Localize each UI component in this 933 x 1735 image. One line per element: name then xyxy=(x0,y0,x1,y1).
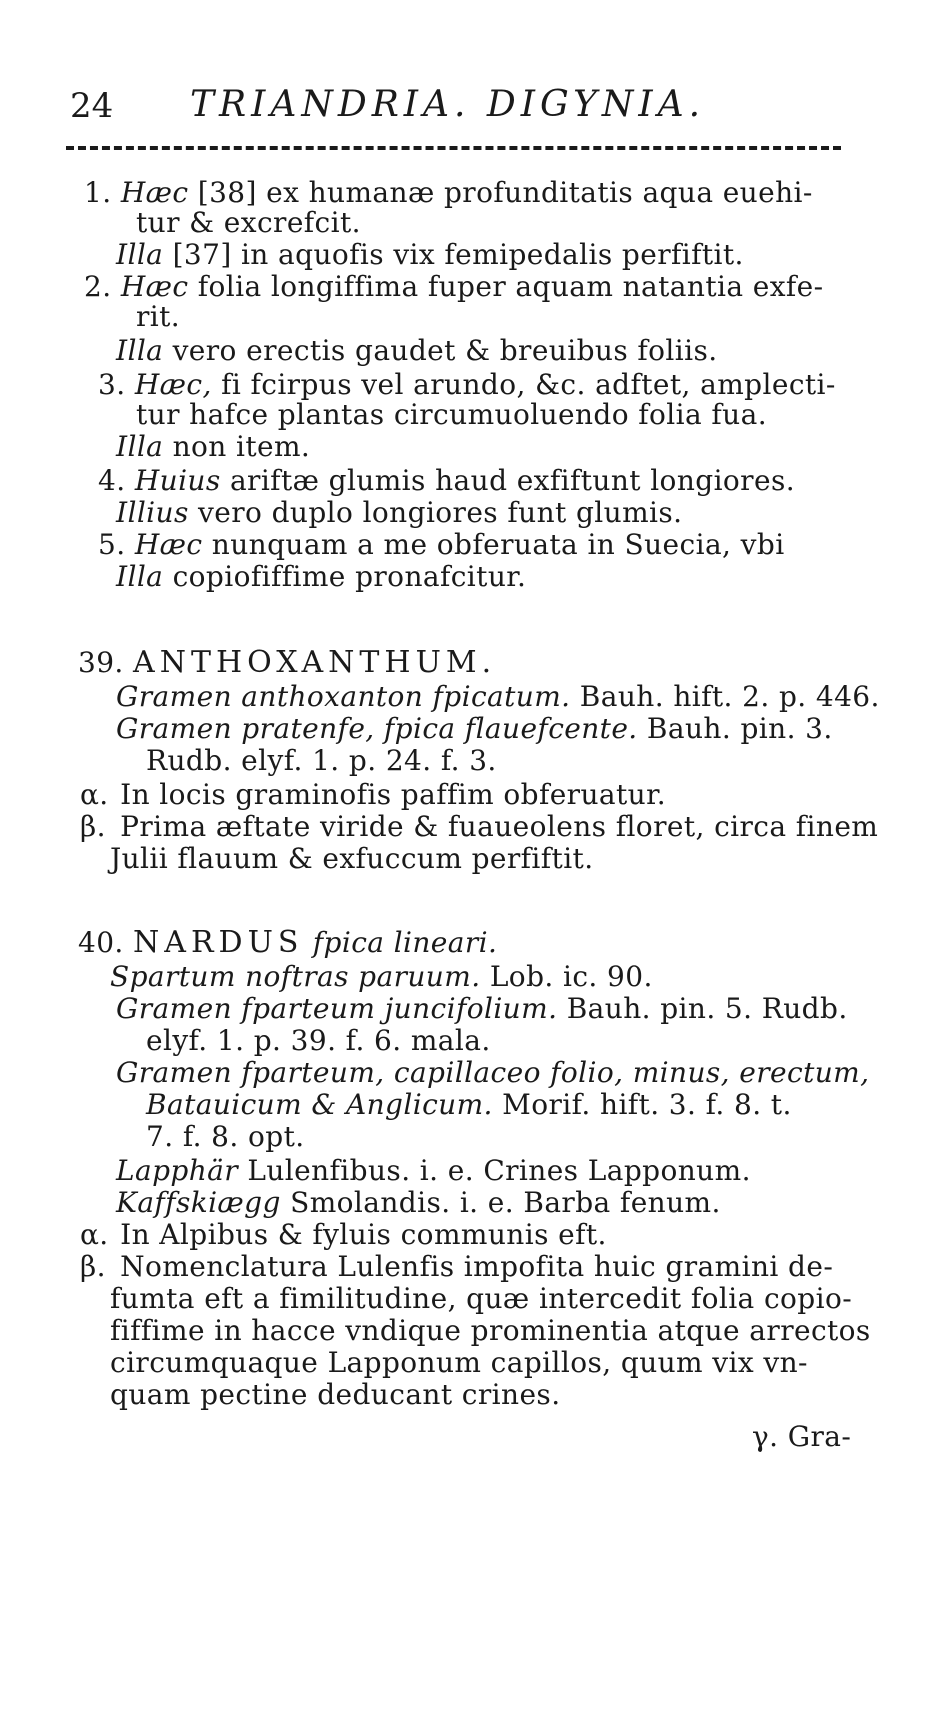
item-number: 5. xyxy=(98,528,126,561)
difference-text: vero duplo longiores funt glumis. xyxy=(198,496,683,529)
running-title: TRIANDRIA. DIGYNIA. xyxy=(190,84,706,125)
difference-2-illa xyxy=(116,334,718,368)
difference-1-continued: tur & excrefcit. xyxy=(136,206,361,239)
synonym-reference: Bauh. hift. 2. p. 446. xyxy=(579,680,880,713)
entry-40-synonym-2-continued: elyf. 1. p. 39. f. 6. mala. xyxy=(146,1024,491,1057)
catchword: γ. Gra- xyxy=(752,1420,852,1453)
synonym-name: Batauicum & Anglicum. xyxy=(146,1088,493,1121)
difference-1 xyxy=(84,176,813,210)
entry-40-beta-line-2: fumta eft a fimilitudine, quæ intercedit folia copio- xyxy=(110,1282,853,1315)
difference-4 xyxy=(98,464,795,498)
hic-word: Hæc xyxy=(120,176,189,209)
difference-4-illa xyxy=(116,496,682,530)
item-number: 2. xyxy=(84,270,112,303)
synonym-reference: Bauh. pin. 3. xyxy=(646,712,833,745)
difference-text: [37] in aquofis vix femipedalis perfiftit. xyxy=(172,238,744,271)
difference-2 xyxy=(84,270,823,304)
vernacular-name: Kaffskiægg xyxy=(116,1186,281,1219)
item-number: 1. xyxy=(84,176,112,209)
difference-5 xyxy=(98,528,785,562)
synonym-name: Gramen anthoxanton fpicatum. xyxy=(116,680,571,713)
synonym-name: Gramen fparteum, capillaceo folio, minus, erectum, xyxy=(116,1056,870,1089)
synonym-reference: Morif. hift. 3. f. 8. t. xyxy=(502,1088,792,1121)
header-rule xyxy=(66,146,841,150)
vernacular-text: Lulenfibus. i. e. Crines Lapponum. xyxy=(247,1154,751,1187)
hic-word: Huius xyxy=(134,464,221,497)
entry-39-alpha xyxy=(80,778,666,812)
difference-text: ariftæ glumis haud exfiftunt longiores. xyxy=(229,464,796,497)
entry-40-beta xyxy=(80,1250,833,1284)
beta-mark: β. xyxy=(80,1250,106,1283)
entry-number: 40. xyxy=(78,926,124,959)
illa-word: Illa xyxy=(116,430,164,463)
synonym-name: Gramen pratenfe, fpica flauefcente. xyxy=(116,712,638,745)
hic-word: Hæc, xyxy=(134,368,212,401)
difference-5-illa xyxy=(116,560,526,594)
beta-mark: β. xyxy=(80,810,106,843)
hic-word: Hæc xyxy=(134,528,203,561)
difference-3 xyxy=(98,368,836,402)
entry-40-synonym-1 xyxy=(110,960,653,994)
entry-39-synonym-2-continued: Rudb. elyf. 1. p. 24. f. 3. xyxy=(146,744,497,777)
difference-text: non item. xyxy=(172,430,311,463)
difference-3-continued: tur hafce plantas circumuoluendo folia fua. xyxy=(136,398,767,431)
entry-40-synonym-3-continued-2: 7. f. 8. opt. xyxy=(146,1120,305,1153)
hic-word: Hæc xyxy=(120,270,189,303)
entry-number: 39. xyxy=(78,646,124,679)
difference-1-illa xyxy=(116,238,744,272)
note-text: Prima æftate viride & fuaueolens floret, circa finem xyxy=(120,810,879,843)
entry-40-vernacular-1 xyxy=(116,1154,751,1188)
synonym-name: Gramen fparteum juncifolium. xyxy=(116,992,558,1025)
alpha-mark: α. xyxy=(80,778,109,811)
entry-39-heading xyxy=(78,646,496,680)
entry-40-synonym-3-continued xyxy=(146,1088,792,1122)
entry-40-vernacular-2 xyxy=(116,1186,721,1220)
synonym-name: Spartum noftras paruum. xyxy=(110,960,481,993)
item-number: 3. xyxy=(98,368,126,401)
entry-40-beta-line-5: quam pectine deducant crines. xyxy=(110,1378,561,1411)
illa-word: Illa xyxy=(116,238,164,271)
entry-40-beta-line-3: fiffime in hacce vndique prominentia atque arrectos xyxy=(110,1314,871,1347)
genus-name: ANTHOXANTHUM. xyxy=(133,645,497,680)
item-number: 4. xyxy=(98,464,126,497)
difference-text: vero erectis gaudet & breuibus foliis. xyxy=(172,334,718,367)
illa-word: Illa xyxy=(116,560,164,593)
difference-text: copiofiffime pronafcitur. xyxy=(172,560,527,593)
entry-39-synonym-1 xyxy=(116,680,880,714)
illa-word: Illa xyxy=(116,334,164,367)
note-text: In Alpibus & fyluis communis eft. xyxy=(120,1218,607,1251)
difference-text: folia longiffima fuper aquam natantia exfe- xyxy=(197,270,824,303)
vernacular-name: Lapphär xyxy=(116,1154,239,1187)
entry-40-beta-line-4: circumquaque Lapponum capillos, quum vix vn- xyxy=(110,1346,808,1379)
entry-39-beta xyxy=(80,810,878,844)
note-text: Nomenclatura Lulenfis impofita huic gramini de- xyxy=(120,1250,834,1283)
entry-40-synonym-2 xyxy=(116,992,848,1026)
entry-39-synonym-2 xyxy=(116,712,833,746)
difference-text: fi fcirpus vel arundo, &c. adftet, amplecti- xyxy=(221,368,836,401)
difference-3-illa xyxy=(116,430,310,464)
illa-word: Illius xyxy=(116,496,189,529)
entry-40-alpha xyxy=(80,1218,607,1252)
note-text: In locis graminofis paffim obferuatur. xyxy=(120,778,667,811)
synonym-reference: Bauh. pin. 5. Rudb. xyxy=(566,992,848,1025)
vernacular-text: Smolandis. i. e. Barba fenum. xyxy=(290,1186,721,1219)
entry-40-heading xyxy=(78,926,497,960)
difference-text: [38] ex humanæ profunditatis aqua euehi- xyxy=(197,176,813,209)
entry-39-beta-continued: Julii flauum & exfuccum perfiftit. xyxy=(110,842,594,875)
difference-2-continued: rit. xyxy=(136,300,181,333)
diagnosis: fpica lineari. xyxy=(312,926,498,959)
entry-40-synonym-3 xyxy=(116,1056,869,1090)
synonym-reference: Lob. ic. 90. xyxy=(489,960,653,993)
page-number: 24 xyxy=(70,86,114,126)
genus-name: NARDUS xyxy=(133,925,304,960)
difference-text: nunquam a me obferuata in Suecia, vbi xyxy=(211,528,785,561)
alpha-mark: α. xyxy=(80,1218,109,1251)
